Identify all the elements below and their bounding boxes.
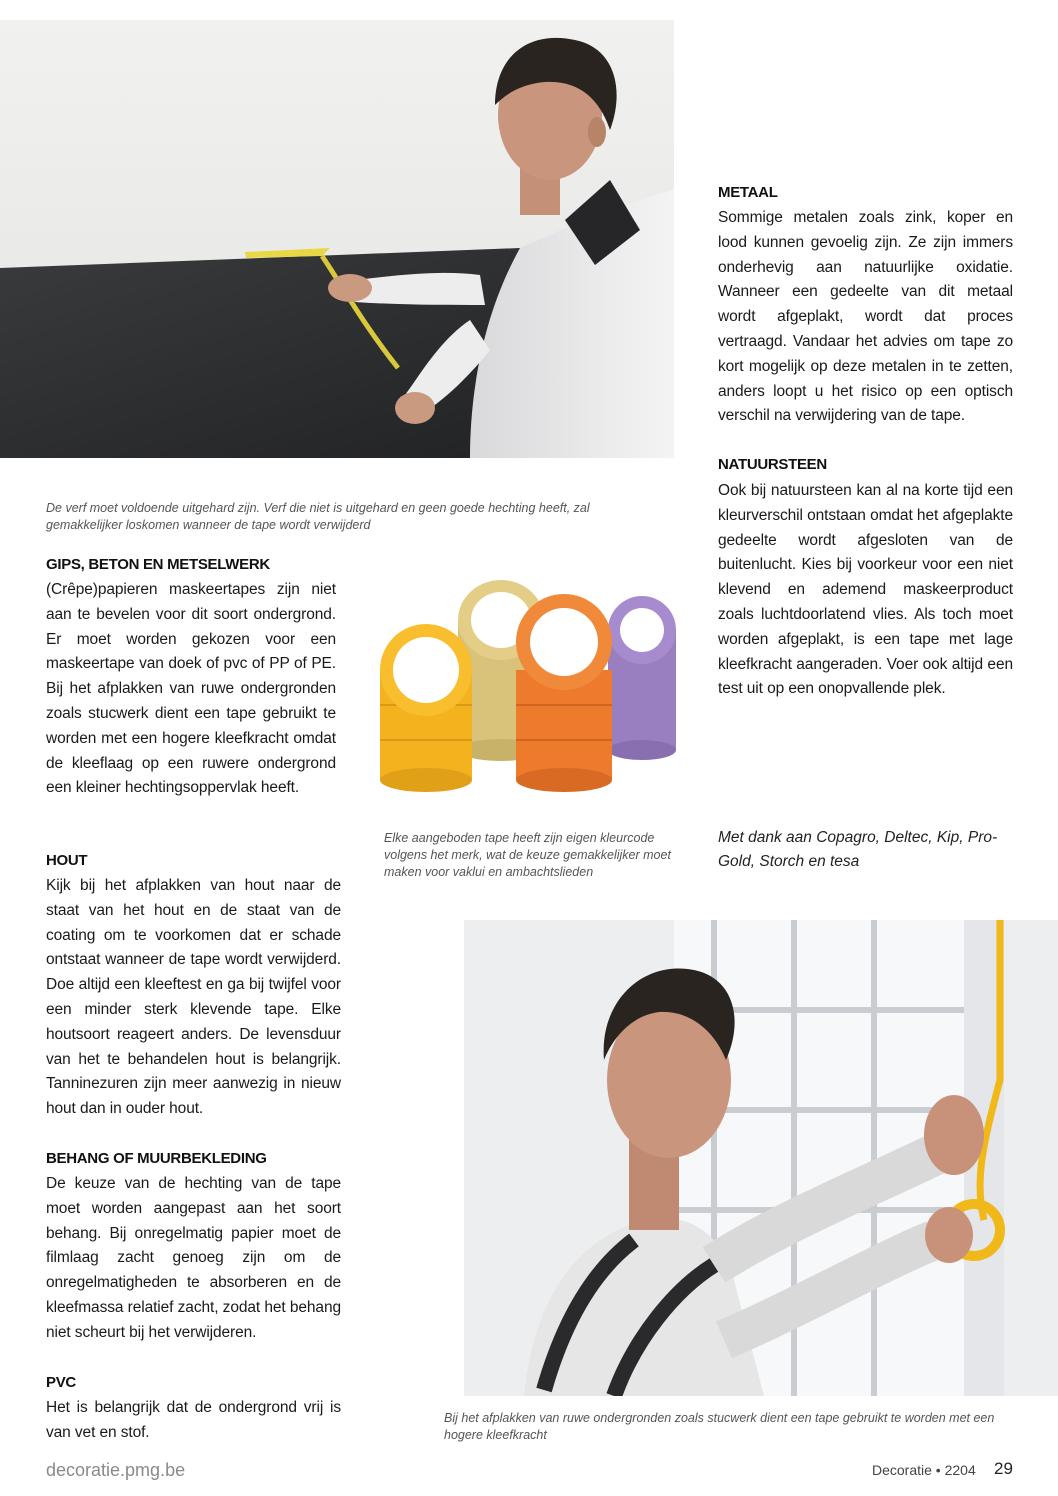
orange-tape-stack — [516, 594, 612, 792]
text-hout: Kijk bij het afplakken van hout naar de staat van het hout en de staat van de coating om te voorkomen dat er schade ontstaat wanneer de tape wordt verwijderd. Doe altijd een kleeftest en ga bij twijfel voor een minder sterk klevende tape. Elke houtsoort reageert anders. De levensduur van het te behandelen hout is belangrijk. Tanninezuren zijn meer aanwezig in nieuw hout dan in ouder hout. — [46, 877, 341, 1118]
tape-rolls-illustration — [372, 570, 682, 800]
heading-hout: HOUT — [46, 852, 88, 869]
heading-behang: BEHANG OF MUURBEKLEDING — [46, 1150, 267, 1167]
acknowledgements: Met dank aan Copagro, Deltec, Kip, Pro-Gold, Storch en tesa — [718, 829, 998, 870]
heading-natuursteen: NATUURSTEEN — [718, 456, 827, 473]
heading-gips: GIPS, BETON EN METSELWERK — [46, 556, 270, 573]
heading-metaal: METAAL — [718, 184, 778, 201]
text-pvc: Het is belangrijk dat de ondergrond vrij is van vet en stof. — [46, 1399, 341, 1441]
bottom-photo-caption: Bij het afplakken van ruwe ondergronden zoals stucwerk dient een tape gebruikt te worden met een hogere kleefkracht — [444, 1411, 995, 1442]
yellow-tape-stack — [380, 624, 472, 792]
photo-man-taping-window — [464, 920, 1058, 1396]
text-behang: De keuze van de hechting van de tape moet worden aangepast aan het soort behang. Bij onregelmatig papier moet de filmlaag zacht genoeg zijn om de onregelmatigheden te absorberen en de kleefmassa relatief zacht, zodat het behang niet scheurt bij het verwijderen. — [46, 1175, 341, 1341]
footer-issue: Decoratie • 2204 — [872, 1462, 976, 1478]
text-gips: (Crêpe)papieren maskeertapes zijn niet aan te bevelen voor dit soort ondergrond. Er moet worden gekozen voor een maskeertape van doek of pvc of PP of PE. Bij het afplakken van ruwe ondergronden zoals stucwerk dient een tape gebruikt te worden met een hogere kleefkracht omdat de kleeflaag op een ruwere ondergrond een kleiner hechtingsoppervlak heeft. — [46, 581, 336, 797]
footer-website: decoratie.pmg.be — [46, 1460, 186, 1480]
top-photo-caption: De verf moet voldoende uitgehard zijn. Verf die niet is uitgehard en geen goede hechting heeft, zal gemakkelijker loskomen wanneer de tape wordt verwijderd — [46, 501, 590, 532]
heading-pvc: PVC — [46, 1374, 76, 1391]
wall-taping-illustration — [0, 20, 674, 458]
text-metaal: Sommige metalen zoals zink, koper en lood kunnen gevoelig zijn. Ze zijn immers onderhevig aan natuurlijke oxidatie. Wanneer een gedeelte van dit metaal wordt afgeplakt, wordt dat proces vertraagd. Vandaar het advies om tape zo kort mogelijk op deze metalen in te zetten, anders loopt u het risico op een optisch verschil na verwijdering van de tape. — [718, 209, 1013, 425]
page-number: 29 — [994, 1459, 1013, 1478]
purple-tape-stack — [608, 596, 676, 760]
window-taping-illustration — [464, 920, 1058, 1396]
photo-man-taping-wall — [0, 20, 674, 458]
photo-tape-rolls — [372, 570, 682, 800]
text-natuursteen: Ook bij natuursteen kan al na korte tijd een kleurverschil ontstaan omdat het afgeplakte gedeelte wordt afgesloten van de buitenlucht. Kies bij voorkeur voor een niet klevend en ademend maskeerproduct zoals luchtdoorlatend vlies. Als toch moet worden afgeplakt, is een tape met lage kleefkracht aangeraden. Voer ook altijd een test uit op een onopvallende plek. — [718, 482, 1013, 698]
tapes-photo-caption: Elke aangeboden tape heeft zijn eigen kleurcode volgens het merk, wat de keuze gemakkelijker moet maken voor vaklui en ambachtslieden — [384, 831, 671, 879]
